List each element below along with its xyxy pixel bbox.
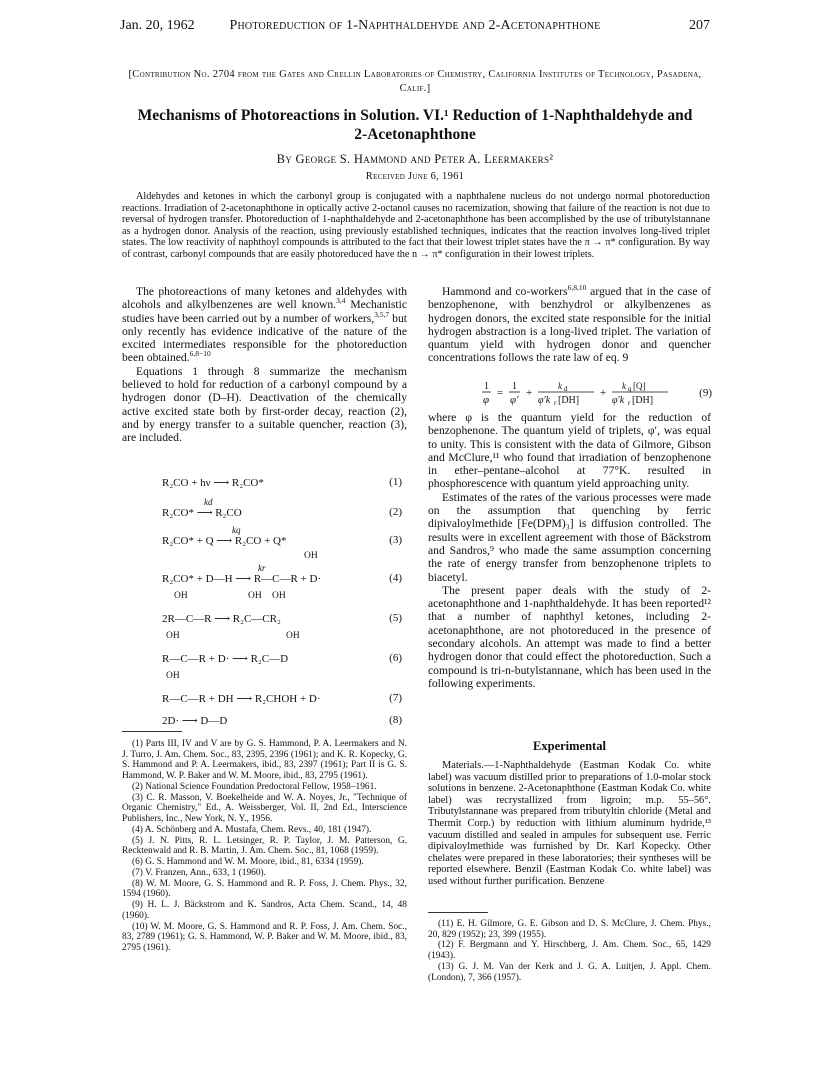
rate-law-formula: [482, 379, 712, 409]
svg-text:=: =: [497, 387, 504, 399]
svg-text:[DH]: [DH]: [558, 395, 580, 406]
svg-text:r: r: [628, 399, 631, 407]
footnote: (8) W. M. Moore, G. S. Hammond and R. P. Foss, J. Chem. Phys., 32, 1594 (1960).: [122, 878, 407, 900]
equation-5: OH OH OH 2R—C—R ⟶ R₂C—CR₂ (5): [162, 591, 402, 625]
footnote: (1) Parts III, IV and V are by G. S. Hammond, P. A. Leermakers and N. J. Turro, J. Am. Chem. Soc., 83, 2395, 2396 (1961); and K. R. Kopecky, G. S. Hammond and P. A. Leermakers, ibid., 83, 2397 (1961); Part II is G. S. Hammond, W. P. Baker and W. M. Moore, ibid., 83, 2795 (1961).: [122, 739, 407, 781]
footnote: (7) V. Franzen, Ann., 633, 1 (1960).: [132, 867, 267, 878]
rate-equation: [482, 379, 712, 409]
svg-text:d: d: [564, 385, 568, 393]
footnote: (11) E. H. Gilmore, G. E. Gibson and D. S. McClure, J. Chem. Phys., 20, 829 (1952); 23, 399 (1955).: [428, 919, 711, 940]
svg-text:r: r: [554, 399, 557, 407]
header-date: Jan. 20, 1962: [120, 18, 195, 33]
footnotes-left: [122, 739, 407, 954]
svg-text:k: k: [558, 381, 562, 391]
svg-text:+: +: [526, 387, 533, 399]
article-title: [120, 106, 710, 144]
svg-text:1: 1: [512, 381, 517, 392]
present-paper-paragraph: The present paper deals with the study of 2-acetonaphthone and 1-naphthaldehyde. It has been reported¹² that a number of naphthyl ketones, including 2-acetonaphthone, are not photoreduced in the presence of secondary alcohols. An attempt was made to find a better hydrogen donor that could effect the photoreduction. Such a compound is tri-n-butylstannane, which has been used in the following experiments.: [428, 583, 711, 690]
svg-text:q: q: [628, 385, 632, 393]
footnote: (2) National Science Foundation Predoctoral Fellow, 1958–1961.: [132, 781, 377, 792]
svg-text:[Q]: [Q]: [633, 381, 646, 391]
equations-paragraph: Equations 1 through 8 summarize the mechanism believed to hold for reduction of a carbonyl compound by a hydrogen donor (D–H). Deactivation of the chemically active excited state both by first-order decay, reaction (2), and by energy transfer to a suitable quencher, reaction (3), are included.: [122, 364, 407, 445]
svg-text:φ: φ: [483, 394, 490, 406]
benzophenone-paragraph: Hammond and co-workers$^{6,8,10}$ argued that in the case of benzophenone, with benzhydrol or alkylbenzenes as hydrogen donors, the excited state responsible for the initial hydrogen abstraction is a long-lived triplet. The variation of quantum yield with hydrogen donor and quencher concentrations follows the rate law of eq. 9: [428, 283, 711, 365]
title-line-1: Mechanisms of Photoreactions in Solution. VI.¹ Reduction of 1-Naphthaldehyde and: [137, 107, 693, 124]
footnote-rule-right: [428, 912, 488, 913]
footnote: (3) C. R. Masson, V. Boekelheide and W. A. Noyes, Jr., "Technique of Organic Chemistry," Ed., A. Weissberger, Vol. II, 2nd Ed., Interscience Publishers, Inc., New York, N. Y., 1956.: [122, 792, 407, 824]
svg-text:φ′k: φ′k: [612, 395, 625, 406]
page-number: 207: [689, 18, 710, 33]
footnote: (9) H. L. J. Bäckstrom and K. Sandros, Acta Chem. Scand., 14, 48 (1960).: [122, 900, 407, 921]
equation-4: OH kr R₂CO* + D—H ⟶ R—C—R + D· (4): [162, 551, 402, 585]
received-date: Received June 6, 1961: [365, 171, 465, 182]
right-column-middle: [428, 411, 711, 690]
footnote: (6) G. S. Hammond and W. M. Moore, ibid., 81, 6334 (1959).: [132, 857, 364, 868]
svg-text:k: k: [622, 381, 626, 391]
header-title: Photoreduction of 1-Naphthaldehyde and 2-Acetonaphthone: [229, 18, 601, 33]
footnote: (4) A. Schönberg and A. Mustafa, Chem. Revs., 40, 181 (1947).: [132, 824, 372, 835]
svg-text:1: 1: [484, 381, 489, 392]
footnote: (5) J. N. Pitts, R. L. Letsinger, R. P. Taylor, J. M. Patterson, G. Recktenwald and R. B. Martin, J. Am. Chem. Soc., 81, 1068 (1959).: [122, 835, 407, 857]
left-column-text: [122, 285, 407, 445]
title-line-2: 2-Acetonaphthone: [354, 126, 476, 143]
section-heading-experimental: Experimental: [533, 739, 606, 753]
materials-paragraph: Materials.—1-Naphthaldehyde (Eastman Kodak Co. white label) was vacuum distilled prior to preparations of 1.0-molar stock solutions in benzene. 2-Acetonaphthone (Eastman Kodak Co. white label) was recrystallized from ligroin; m.p. 55–56°. Tributylstannane was prepared from tributyltin chloride (Metal and Thermit Corp.) by reduction with lithium aluminum hydride,¹³ vacuum distilled and sealed in ampules for subsequent use. Ferric dipivaloylmethide was furnished by Dr. Karl Kopecky. Other chelates were prepared in these laboratories; their syntheses will be reported elsewhere. Benzil (Eastman Kodak Co. white label) was used without further purification. Benzene: [428, 760, 711, 887]
intro-paragraph: The photoreactions of many ketones and aldehydes with alcohols and alkylbenzenes are well known.$^{3,4}$ Mechanistic studies have been carried out by a number of workers,$^{3,5,7}$ but only recently has evidence indicative of the nature of the excited intermediates responsible for the photoreduction been obtained.$^{6,8-10}$: [122, 285, 408, 365]
authors: By George S. Hammond and Peter A. Leermakers²: [276, 152, 554, 166]
estimates-paragraph: Estimates of the rates of the various processes were made on the assumption that quenching by ferric dipivaloylmethide [Fe(DPM)₃] is diffusion controlled. The results were in excellent agreement with those of Bäckstrom and Sandros,⁹ who made the same assumption concerning the rate of energy transfer from benzophenone triplets to biacetyl.: [428, 490, 711, 584]
abstract: Aldehydes and ketones in which the carbonyl group is conjugated with a naphthalene nucleus do not undergo normal photoreduction reactions. Irradiation of 2-acetonaphthone in optically active 2-octanol causes no racemization, showing that failure of the reaction is not due to reversal of hydrogen transfer. Photoreduction of 1-naphthaldehyde and 2-acetonaphthone has been accomplished by the use of tributylstannane as a hydrogen donor. Analysis of the reaction, using previously established techniques, indicates that the reaction involves long-lived triplet states. The low reactivity of naphthoyl compounds is attributed to the fact that their lowest triplet states have the π → π* configuration. By way of contrast, carbonyl compounds that are easily photoreduced have the n → π* configuration in their lowest triplets.: [122, 191, 710, 260]
right-column-top: [428, 285, 711, 365]
equation-7: OH R—C—R + DH ⟶ R₂CHOH + D· (7): [162, 671, 402, 705]
quantum-yield-paragraph: where φ is the quantum yield for the reduction of benzophenone. The quantum yield of triplets, φ′, was equal to unity. This is consistent with the data of Gilmore, Gibson and McClure,¹¹ who found that irradiation of benzophenone in ether–pentane–alcohol at 77°K. resulted in phosphorescence with quantum yield approaching unity.: [428, 411, 711, 491]
svg-text:+: +: [600, 387, 607, 399]
svg-text:φ′k: φ′k: [538, 395, 551, 406]
equation-8: 2D· ⟶ D—D (8): [162, 714, 402, 727]
footnotes-right: [428, 919, 711, 983]
footnote: (13) G. J. M. Van der Kerk and J. G. A. Luitjen, J. Appl. Chem. (London), 7, 366 (1957).: [428, 961, 711, 983]
footnote: (12) F. Bergmann and Y. Hirschberg, J. Am. Chem. Soc., 65, 1429 (1943).: [428, 940, 711, 962]
svg-text:φ′: φ′: [510, 394, 519, 406]
equation-6: OH OH R—C—R + D· ⟶ R₂C—D (6): [162, 631, 402, 665]
equation-9-number: (9): [699, 387, 712, 399]
footnote-rule-left: [122, 731, 182, 732]
contribution-line: [Contribution No. 2704 from the Gates and Crellin Laboratories of Chemistry, California Institutes of Technology, Pasadena, Calif.]: [128, 69, 702, 94]
footnote: (10) W. M. Moore, G. S. Hammond and R. P. Foss, J. Am. Chem. Soc., 83, 2789 (1961); G. S. Hammond, W. P. Baker and W. M. Moore, ibid., 83, 2795 (1961).: [122, 921, 407, 953]
running-header: [120, 18, 710, 38]
equation-2: kd R₂CO* ⟶ R₂CO (2): [162, 497, 402, 519]
equation-3: kq R₂CO* + Q ⟶ R₂CO + Q* (3): [162, 525, 402, 547]
svg-text:[DH]: [DH]: [632, 395, 654, 406]
equation-1: R₂CO + hν ⟶ R₂CO* (1): [162, 476, 402, 489]
